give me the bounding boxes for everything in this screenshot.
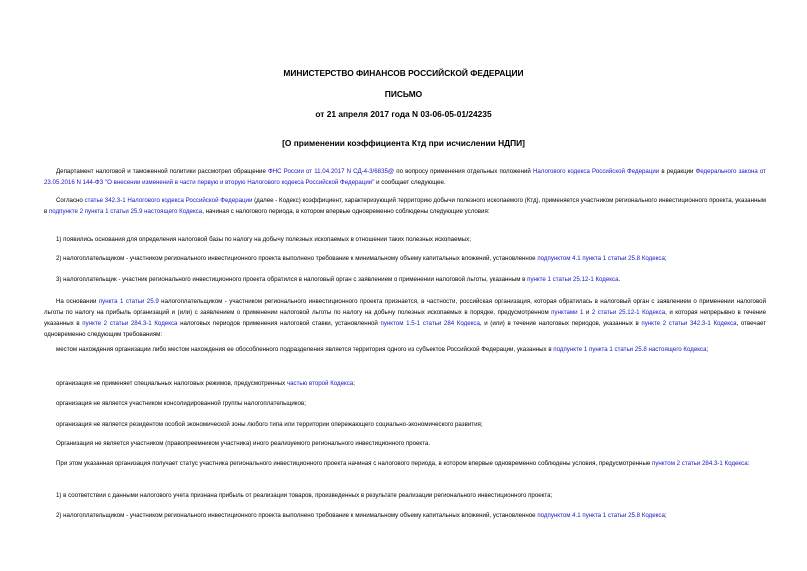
paragraph-text: по вопросу применения отдельных положений [394, 168, 533, 175]
body-paragraph [44, 234, 766, 245]
legal-reference-link[interactable]: пунктом 1.5-1 статьи 284 Кодекса [380, 320, 480, 327]
legal-reference-link[interactable]: статье 342.3-1 Налогового кодекса Российской Федерации [84, 197, 253, 204]
body-paragraph [44, 510, 766, 521]
paragraph-text: и [583, 309, 592, 316]
paragraph-text: 2) налогоплательщиком - участником регионального инвестиционного проекта выполнено требование к минимальному объему капитальных вложений, установленное [56, 512, 538, 519]
paragraph-text: 1) в соответствии с данными налогового учета признана прибыль от реализации товаров, произведенных в результате реализации регионального инвестиционного проекта; [56, 492, 553, 499]
body-paragraph [56, 419, 778, 430]
paragraph-text: : [747, 460, 750, 467]
document-subject: [О применении коэффициента Ктд при исчислении НДПИ] [282, 138, 525, 148]
body-paragraph [44, 253, 766, 264]
paragraph-text: организация не применяет специальных налоговых режимов, предусмотренных [56, 380, 287, 387]
body-paragraph [44, 344, 766, 355]
paragraph-text: Департамент налоговой и таможенной политики рассмотрел обращение [56, 168, 268, 175]
legal-reference-link[interactable]: пунктами 1 [551, 309, 584, 316]
paragraph-text: местом нахождения организации либо местом нахождения ее обособленного подразделения является территория одного из субъектов Российской Федерации, указанных в [56, 346, 554, 353]
body-paragraph [56, 398, 778, 409]
paragraph-text: , и которая непрерывно в течение указанных в [44, 309, 767, 327]
legal-reference-link[interactable]: пункта 1 статьи 25.9 [98, 298, 159, 305]
paragraph-text: , начиная с налогового периода, в котором впервые одновременно соблюдены следующие условия: [202, 208, 490, 215]
legal-reference-link[interactable]: частью второй Кодекса [286, 380, 354, 387]
body-paragraph [44, 296, 766, 340]
paragraph-text: ; [706, 346, 709, 353]
legal-reference-link[interactable]: подпункте 2 пункта 1 статьи 25.9 настоящего Кодекса [48, 208, 203, 215]
paragraph-text: ; [353, 380, 356, 387]
paragraph-text: 3) налогоплательщик - участник регионального инвестиционного проекта обратился в налоговый орган с заявлением о применении налоговой льготы, указанным в [56, 276, 528, 283]
paragraph-text: налоговых периодов применения налоговой ставки, установленной [177, 320, 381, 327]
document-date-number: от 21 апреля 2017 года N 03-06-05-01/24235 [315, 109, 492, 119]
legal-reference-link[interactable]: пункте 2 статьи 284.3-1 Кодекса [82, 320, 178, 327]
legal-reference-link[interactable]: 2 статьи 25.12-1 Кодекса [591, 309, 666, 316]
paragraph-text: Согласно [56, 197, 85, 204]
legal-reference-link[interactable]: пункте 1 статьи 25.12-1 Кодекса [527, 276, 619, 283]
legal-reference-link[interactable]: пункте 2 статьи 342.3-1 Кодекса [641, 320, 737, 327]
paragraph-text: налогоплательщиком - участником регионального инвестиционного проекта признается, в частности, российская организация, которая обратилась в налоговый орган с заявлением о применении налоговой льготы по налогу на прибыль организаций и (или) с заявлением о применении налоговой льготы по налогу на добычу полезных ископаемых в порядке, предусмотренном [44, 298, 766, 316]
body-paragraph [44, 458, 766, 469]
paragraph-text: При этом указанная организация получает статус участника регионального инвестиционного проекта начиная с налогового периода, в котором впервые одновременно соблюдены условия, предусмотренные [56, 460, 652, 467]
paragraph-text: 2) налогоплательщиком - участником регионального инвестиционного проекта выполнено требование к минимальному объему капитальных вложений, установленное [56, 255, 538, 262]
document-type: ПИСЬМО [384, 89, 423, 99]
body-paragraph [44, 490, 766, 501]
legal-reference-link[interactable]: подпункте 1 пункта 1 статьи 25.8 настоящего Кодекса [553, 346, 707, 353]
legal-reference-link[interactable]: подпунктом 4.1 пункта 1 статьи 25.8 Кодекса [537, 255, 665, 262]
body-paragraph [44, 274, 766, 285]
paragraph-text: , отвечает одновременно следующим требованиям: [44, 320, 767, 338]
body-paragraph [56, 438, 778, 449]
body-paragraph [44, 195, 766, 217]
ministry-title: МИНИСТЕРСТВО ФИНАНСОВ РОССИЙСКОЙ ФЕДЕРАЦИИ [283, 68, 524, 78]
paragraph-text: (далее - Кодекс) коэффициент, характеризующий территорию добычи полезного ископаемого (Ктд), применяется участником регионального инвестиционного проекта, указанным в [44, 197, 766, 215]
paragraph-text: ; [664, 255, 667, 262]
legal-reference-link[interactable]: ФНС России от 11.04.2017 N СД-4-3/6835@ [268, 168, 395, 175]
legal-reference-link[interactable]: Федерального закона от 23.05.2016 N 144-ФЗ "О внесении изменений в части первую и вторую Налогового кодекса Российской Федерации" [44, 168, 766, 186]
legal-reference-link[interactable]: пунктом 2 статьи 284.3-1 Кодекса [652, 460, 748, 467]
paragraph-text: 1) появились основания для определения налоговой базы по налогу на добычу полезных ископаемых в отношении таких полезных ископаемых; [56, 236, 471, 243]
paragraph-text: в редакции [659, 168, 696, 175]
paragraph-text: организация не является резидентом особой экономической зоны любого типа или территории опережающего социально-экономического развития; [56, 421, 483, 428]
paragraph-text: ; [664, 512, 667, 519]
paragraph-text: , и (или) в течение налоговых периодов, указанных в [479, 320, 642, 327]
paragraph-text: Организация не является участником (правопреемником участника) иного реализуемого регионального инвестиционного проекта. [56, 440, 431, 447]
body-paragraph [56, 378, 778, 389]
paragraph-text: и сообщает следующее. [374, 179, 446, 186]
paragraph-text: . [618, 276, 621, 283]
legal-reference-link[interactable]: подпунктом 4.1 пункта 1 статьи 25.8 Кодекса [537, 512, 665, 519]
paragraph-text: организация не является участником консолидированной группы налогоплательщиков; [56, 400, 306, 407]
paragraph-text: На основании [56, 298, 99, 305]
legal-reference-link[interactable]: Налогового кодекса Российской Федерации [532, 168, 660, 175]
body-paragraph [44, 166, 766, 188]
